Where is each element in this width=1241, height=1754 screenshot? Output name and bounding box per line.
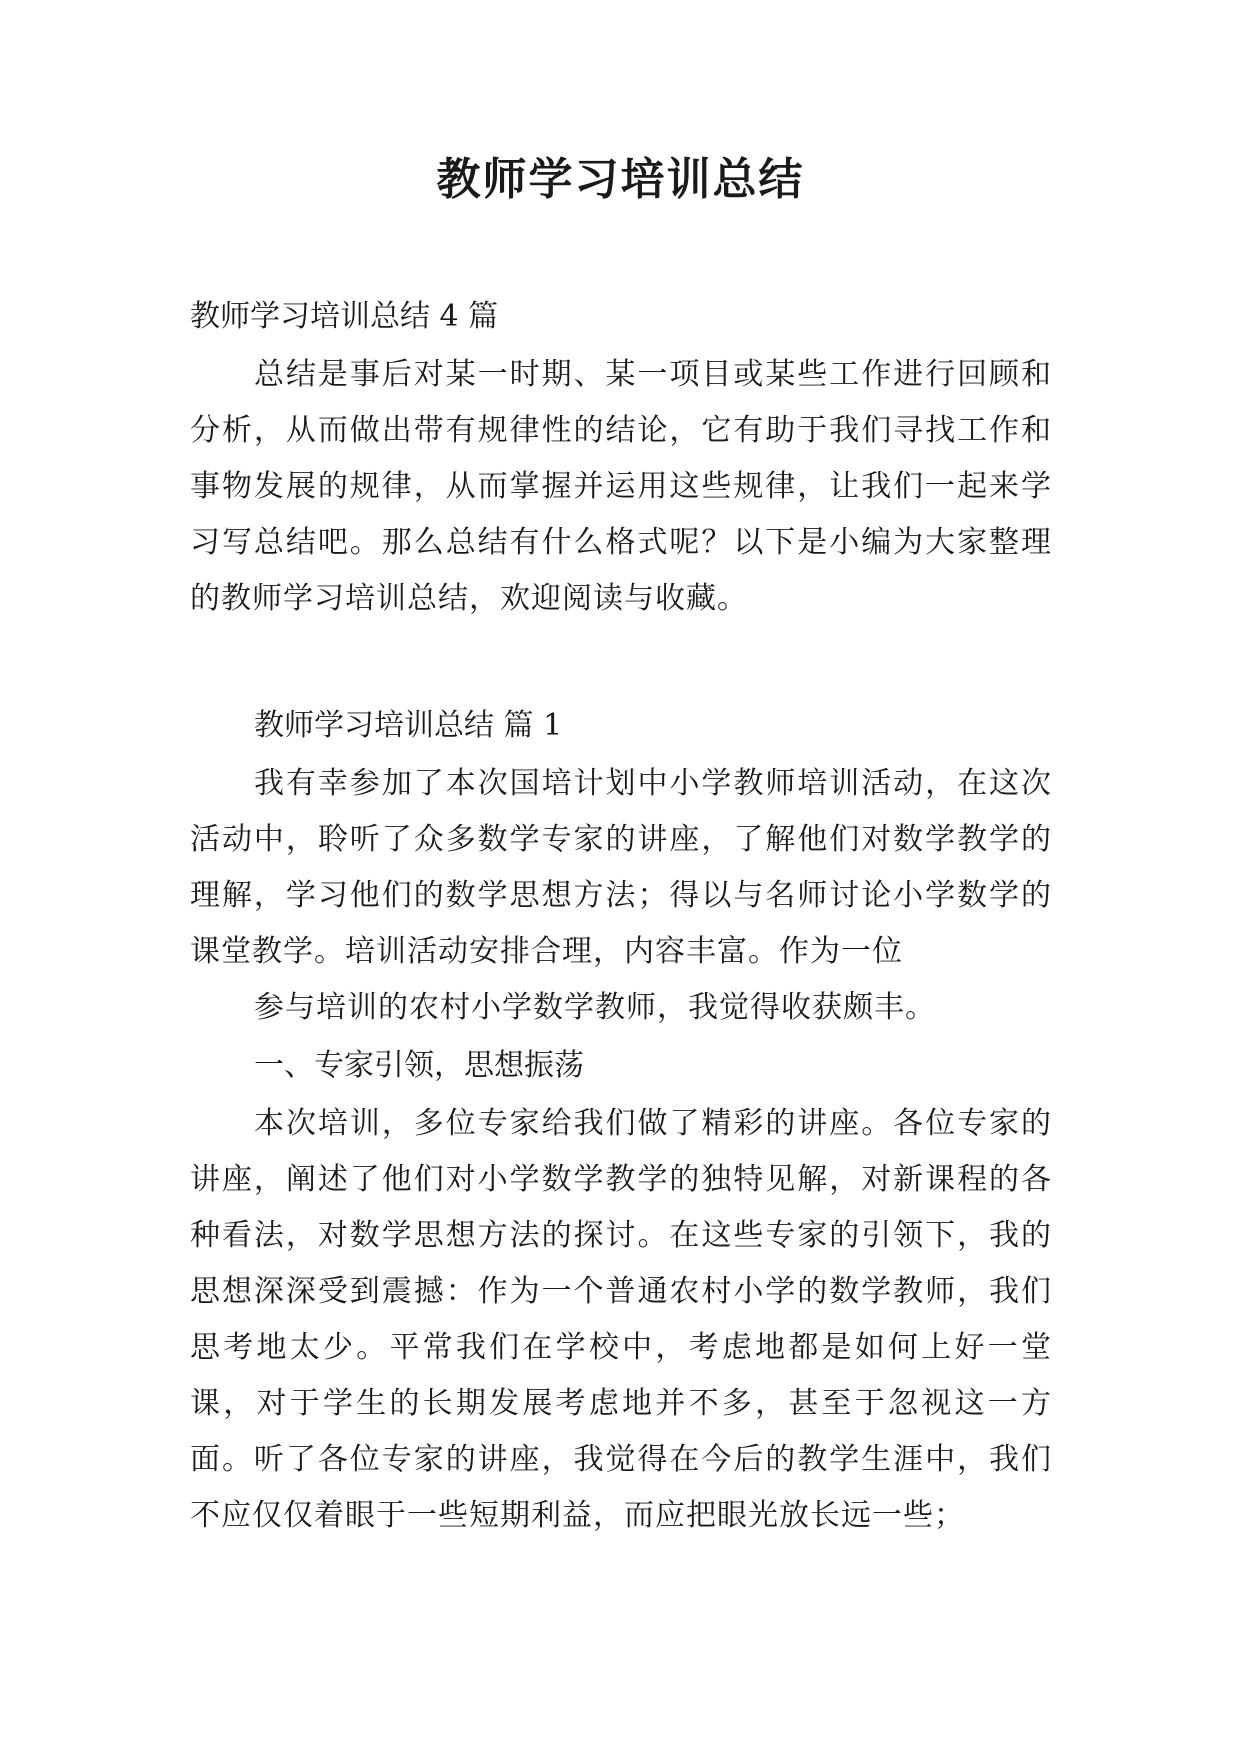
section-heading-1: 教师学习培训总结 篇 1 xyxy=(254,708,563,743)
document-subtitle: 教师学习培训总结 4 篇 xyxy=(190,299,499,334)
section1-paragraph-1: 我有幸参加了本次国培计划中小学教师培训活动，在这次活动中，聆听了众多数学专家的讲座，了解他们对数学教学的理解，学习他们的数学思想方法；得以与名师讨论小学数学的课堂教学。培训活动安排合理，内容丰富。作为一位 xyxy=(190,766,1052,969)
intro-paragraph: 总结是事后对某一时期、某一项目或某些工作进行回顾和分析，从而做出带有规律性的结论，它有助于我们寻找工作和事物发展的规律，从而掌握并运用这些规律，让我们一起来学习写总结吧。那么总结有什么格式呢？以下是小编为大家整理的教师学习培训总结，欢迎阅读与收藏。 xyxy=(190,357,1052,616)
document-title: 教师学习培训总结 xyxy=(436,154,805,205)
section1-paragraph-3: 本次培训，多位专家给我们做了精彩的讲座。各位专家的讲座，阐述了他们对小学数学教学的独特见解，对新课程的各种看法，对数学思想方法的探讨。在这些专家的引领下，我的思想深深受到震撼：作为一个普通农村小学的数学教师，我们思考地太少。平常我们在学校中，考虑地都是如何上好一堂课，对于学生的长期发展考虑地并不多，甚至于忽视这一方面。听了各位专家的讲座，我觉得在今后的教学生涯中，我们不应仅仅着眼于一些短期利益，而应把眼光放长远一些； xyxy=(190,1106,1052,1533)
section1-paragraph-2: 参与培训的农村小学数学教师，我觉得收获颇丰。 xyxy=(254,990,936,1025)
subheading-1: 一、专家引领，思想振荡 xyxy=(254,1048,584,1083)
